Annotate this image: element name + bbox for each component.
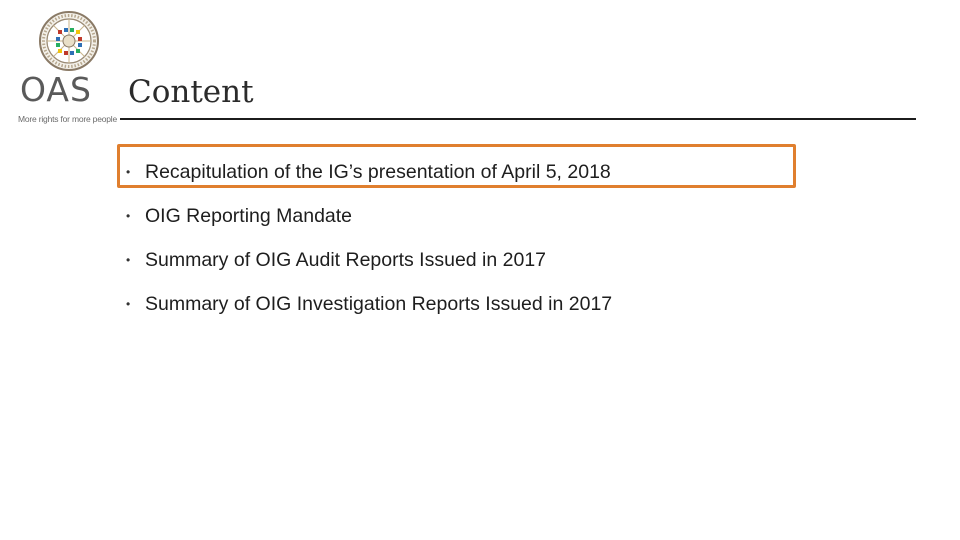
oas-logo: [14, 10, 118, 130]
list-item-text: Summary of OIG Audit Reports Issued in 2017: [145, 248, 547, 271]
list-item-text: Recapitulation of the IG’s presentation of April 5, 2018: [145, 160, 611, 183]
logo-tagline: More rights for more people: [18, 114, 118, 124]
logo-wordmark: OAS: [20, 70, 92, 109]
list-item: [126, 282, 612, 326]
title-divider: [120, 118, 916, 120]
list-item-text: Summary of OIG Investigation Reports Issued in 2017: [145, 292, 613, 315]
list-item-text: OIG Reporting Mandate: [145, 204, 353, 227]
bullet-icon: •: [126, 253, 131, 267]
list-item: [126, 150, 612, 194]
bullet-icon: •: [126, 165, 131, 179]
oas-seal-icon: [38, 10, 100, 72]
bullet-icon: •: [126, 297, 131, 311]
bullet-icon: •: [126, 209, 131, 223]
page-title: Content: [128, 74, 254, 110]
list-item: [126, 238, 612, 282]
content-list: [126, 150, 612, 326]
list-item: [126, 194, 612, 238]
